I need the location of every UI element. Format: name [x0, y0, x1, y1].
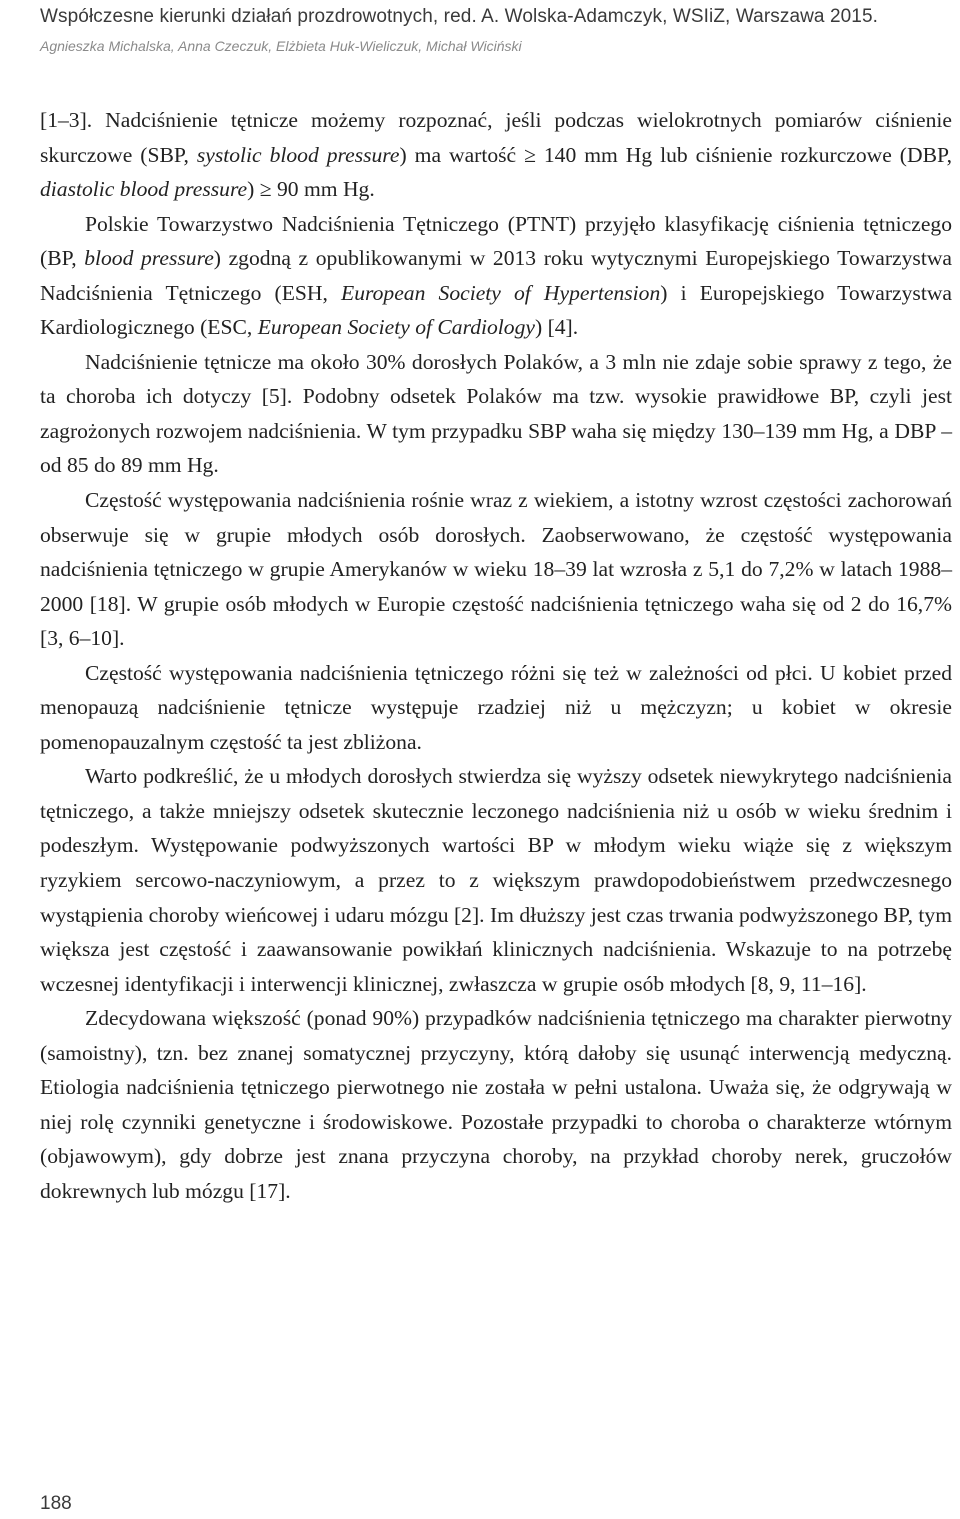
term-italic: European Society of Cardiology — [257, 315, 535, 340]
term-italic: systolic blood pressure — [196, 142, 400, 167]
text-run: ) ≥ 90 mm Hg. — [247, 177, 375, 202]
text-run: ) zgodną z opublikowanymi w 2013 roku wytycznymi Europejskiego Towarzystwa Nadciśnienia Tętniczego (ESH, — [40, 246, 952, 305]
paragraph-3 — [40, 345, 952, 483]
text-run: Nadciśnienie tętnicze ma około 30% dorosłych Polaków, a 3 mln nie zdaje sobie sprawy z tego, że ta choroba ich dotyczy [5]. Podobny odsetek Polaków ma tzw. wysokie prawidłowe BP, czyli jest zagrożonych rozwojem nadciśnienia. W tym przypadku SBP waha się między 130–139 mm Hg, a DBP – od 85 do 89 mm Hg. — [40, 349, 952, 478]
term-italic: European Society of Hypertension — [341, 280, 661, 305]
term-italic: blood pressure — [84, 246, 214, 271]
paragraph-1 — [40, 103, 952, 207]
term-italic: diastolic blood pressure — [40, 177, 248, 202]
chapter-authors: Agnieszka Michalska, Anna Czeczuk, Elżbieta Huk-Wieliczuk, Michał Wiciński — [40, 38, 522, 54]
paragraph-7 — [40, 1001, 952, 1208]
paragraph-2 — [40, 207, 952, 345]
book-citation: Współczesne kierunki działań prozdrowotnych, red. A. Wolska-Adamczyk, WSIiZ, Warszawa 2015. — [40, 6, 879, 27]
paragraph-4 — [40, 483, 952, 656]
page-number: 188 — [40, 1493, 72, 1514]
paragraph-6 — [40, 759, 952, 1001]
text-run: ) ma wartość ≥ 140 mm Hg lub ciśnienie rozkurczowe (DBP, — [399, 142, 953, 167]
text-run: Warto podkreślić, że u młodych dorosłych stwierdza się wyższy odsetek niewykrytego nadciśnienia tętniczego, a także mniejszy odsetek skutecznie leczonego nadciśnienia niż u osób w wieku średnim i podeszłym. Występowanie podwyższonych wartości BP w młodym wieku wiąże się z większym ryzykiem sercowo-naczyniowym, a przez to z większym prawdopodobieństwem przedwczesnego wystąpienia choroby wieńcowej i udaru mózgu [2]. Im dłuższy jest czas trwania podwyższonego BP, tym większa jest częstość i zaawansowanie powikłań klinicznych nadciśnienia. Wskazuje to na potrzebę wczesnej identyfikacji i interwencji klinicznej, zwłaszcza w grupie osób młodych [8, 9, 11–16]. — [40, 764, 952, 996]
text-run: ) [4]. — [534, 315, 579, 340]
text-run: Częstość występowania nadciśnienia tętniczego różni się też w zależności od płci. U kobiet przed menopauzą nadciśnienie tętnicze występuje rzadziej niż u mężczyzn; u kobiet w okresie pomenopauzalnym częstość ta jest zbliżona. — [40, 660, 952, 754]
main-text — [40, 103, 952, 1209]
text-run: Polskie Towarzystwo Nadciśnienia Tętniczego (PTNT) przyjęło klasyfikację ciśnienia tętniczego (BP, — [40, 211, 952, 271]
paragraph-5 — [40, 656, 952, 760]
text-run: [1–3]. Nadciśnienie tętnicze możemy rozpoznać, jeśli podczas wielokrotnych pomiarów ciśnienie skurczowe (SBP, — [40, 108, 952, 167]
text-run: Zdecydowana większość (ponad 90%) przypadków nadciśnienia tętniczego ma charakter pierwotny (samoistny), tzn. bez znanej somatycznej przyczyny, którą dałoby się usunąć interwencją medyczną. Etiologia nadciśnienia tętniczego pierwotnego nie została w pełni ustalona. Uważa się, że odgrywają w niej rolę czynniki genetyczne i środowiskowe. Pozostałe przypadki to choroba o charakterze wtórnym (objawowym), gdy dobrze jest znana przyczyna choroby, na przykład choroby nerek, gruczołów dokrewnych lub mózgu [17]. — [40, 1006, 952, 1203]
text-run: ) i Europejskiego Towarzystwa Kardiologicznego (ESC, — [40, 280, 952, 340]
text-run: Częstość występowania nadciśnienia rośnie wraz z wiekiem, a istotny wzrost częstości zachorowań obserwuje się w grupie młodych osób dorosłych. Zaobserwowano, że częstość występowania nadciśnienia tętniczego w grupie Amerykanów w wieku 18–39 lat wzrosła z 5,1 do 7,2% w latach 1988–2000 [18]. W grupie osób młodych w Europie częstość nadciśnienia tętniczego waha się od 2 do 16,7% [3, 6–10]. — [40, 488, 952, 651]
